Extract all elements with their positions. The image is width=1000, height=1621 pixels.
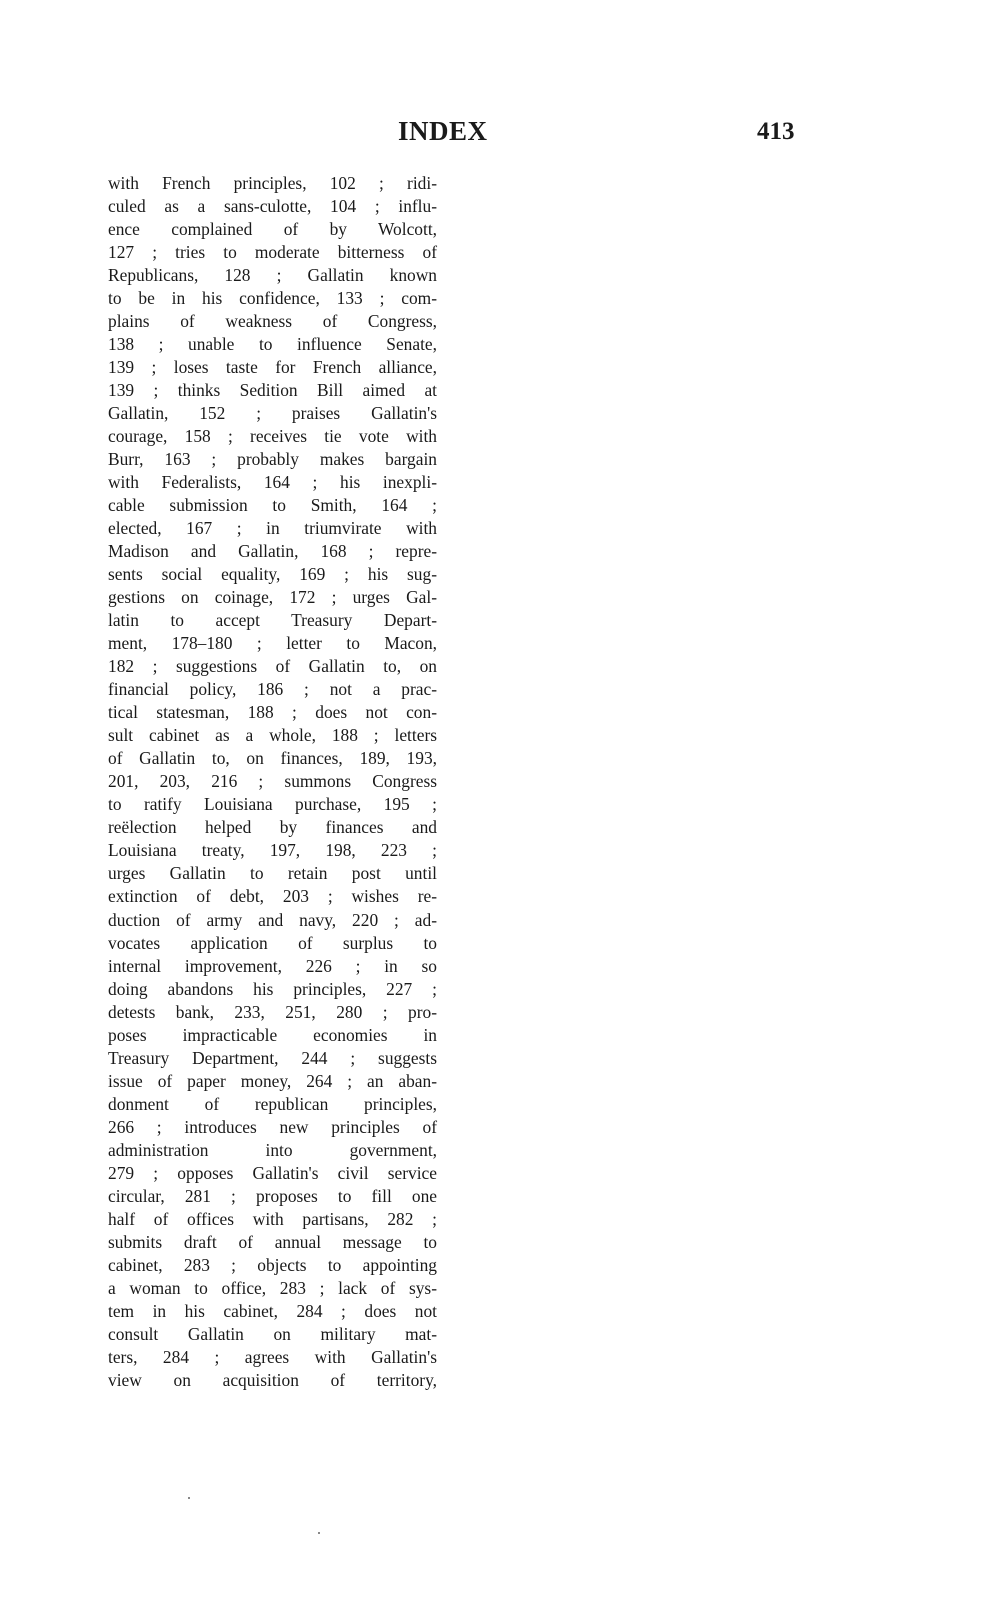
index-line-text: detests bank, 233, 251, 280 ; pro- — [108, 1001, 437, 1022]
index-line-text: 139 ; thinks Sedition Bill aimed at — [108, 380, 437, 401]
index-line — [108, 172, 437, 195]
index-line — [108, 1346, 437, 1369]
page-number: 413 — [757, 118, 795, 145]
index-line — [108, 909, 437, 932]
index-line-text: cable submission to Smith, 164 ; — [108, 495, 437, 516]
page-title: INDEX — [398, 116, 488, 146]
index-line — [108, 1323, 437, 1346]
index-line-text: Gallatin, 152 ; praises Gallatin's — [108, 403, 437, 424]
index-line — [108, 1116, 437, 1139]
index-line — [108, 932, 437, 955]
index-line-text: to ratify Louisiana purchase, 195 ; — [108, 794, 437, 815]
index-line — [108, 1070, 437, 1093]
index-line-text: ters, 284 ; agrees with Gallatin's — [108, 1346, 437, 1367]
index-line — [108, 402, 437, 425]
index-line — [108, 287, 437, 310]
index-line-text: with Federalists, 164 ; his inexpli- — [108, 472, 437, 493]
index-line — [108, 310, 437, 333]
index-line — [108, 770, 437, 793]
index-line — [108, 1047, 437, 1070]
index-line-text: extinction of debt, 203 ; wishes re- — [108, 886, 437, 907]
index-line-text: Treasury Department, 244 ; suggests — [108, 1047, 437, 1068]
index-line-text: half of offices with partisans, 282 ; — [108, 1208, 437, 1229]
index-line-text: to be in his confidence, 133 ; com- — [108, 288, 437, 309]
index-line-text: Louisiana treaty, 197, 198, 223 ; — [108, 840, 437, 861]
index-line-text: poses impracticable economies in — [108, 1024, 437, 1045]
index-line — [108, 609, 437, 632]
index-line — [108, 540, 437, 563]
index-line-text: vocates application of surplus to — [108, 932, 437, 953]
index-line — [108, 701, 437, 724]
index-line-text: Burr, 163 ; probably makes bargain — [108, 449, 437, 470]
index-line-text: reëlection helped by finances and — [108, 817, 437, 838]
index-line-text: consult Gallatin on military mat- — [108, 1323, 437, 1344]
index-line — [108, 1024, 437, 1047]
running-head — [0, 116, 1000, 150]
index-line-text: Republicans, 128 ; Gallatin known — [108, 265, 437, 286]
index-line-text: gestions on coinage, 172 ; urges Gal- — [108, 587, 437, 608]
index-line-text: Madison and Gallatin, 168 ; repre- — [108, 541, 437, 562]
index-line — [108, 816, 437, 839]
index-line — [108, 471, 437, 494]
index-line-text: 201, 203, 216 ; summons Congress — [108, 771, 437, 792]
index-line — [108, 586, 437, 609]
index-line — [108, 218, 437, 241]
index-line — [108, 517, 437, 540]
index-line-text: a woman to office, 283 ; lack of sys- — [108, 1277, 437, 1298]
index-line — [108, 724, 437, 747]
index-line — [108, 1208, 437, 1231]
index-line — [108, 978, 437, 1001]
index-line-text: donment of republican principles, — [108, 1093, 437, 1114]
index-line-text: duction of army and navy, 220 ; ad- — [108, 909, 437, 930]
index-line — [108, 1300, 437, 1323]
index-line — [108, 678, 437, 701]
index-line-text: 138 ; unable to influence Senate, — [108, 334, 437, 355]
index-line-text: cabinet, 283 ; objects to appointing — [108, 1254, 437, 1275]
index-line — [108, 425, 437, 448]
index-line-text: sents social equality, 169 ; his sug- — [108, 564, 437, 585]
index-line — [108, 1162, 437, 1185]
index-line — [108, 1185, 437, 1208]
index-line-text: circular, 281 ; proposes to fill one — [108, 1185, 437, 1206]
index-line-text: ence complained of by Wolcott, — [108, 219, 437, 240]
index-line-text: tem in his cabinet, 284 ; does not — [108, 1300, 437, 1321]
index-line-text: 139 ; loses taste for French alliance, — [108, 357, 437, 378]
index-line — [108, 632, 437, 655]
index-line — [108, 1254, 437, 1277]
index-line — [108, 793, 437, 816]
index-line — [108, 264, 437, 287]
index-line — [108, 494, 437, 517]
index-line-text: with French principles, 102 ; ridi- — [108, 173, 437, 193]
index-line-text: 279 ; opposes Gallatin's civil service — [108, 1162, 437, 1183]
index-line — [108, 241, 437, 264]
index-line-text: administration into government, — [108, 1139, 437, 1160]
index-line — [108, 563, 437, 586]
index-line-text: ment, 178–180 ; letter to Macon, — [108, 633, 437, 654]
index-line — [108, 747, 437, 770]
index-line — [108, 955, 437, 978]
index-line-text: 266 ; introduces new principles of — [108, 1116, 437, 1137]
index-line-text: doing abandons his principles, 227 ; — [108, 978, 437, 999]
index-line — [108, 195, 437, 218]
index-line-text: internal improvement, 226 ; in so — [108, 955, 437, 976]
index-line — [108, 1001, 437, 1024]
scan-speck — [188, 1497, 190, 1499]
index-line-text: urges Gallatin to retain post until — [108, 863, 437, 884]
index-line-text: sult cabinet as a whole, 188 ; letters — [108, 725, 437, 746]
index-line — [108, 333, 437, 356]
index-line — [108, 885, 437, 908]
index-line-text: tical statesman, 188 ; does not con- — [108, 702, 437, 723]
index-line — [108, 839, 437, 862]
index-line — [108, 655, 437, 678]
scan-speck — [318, 1532, 320, 1534]
index-line-text: financial policy, 186 ; not a prac- — [108, 679, 437, 700]
index-line-text: submits draft of annual message to — [108, 1231, 437, 1252]
index-line — [108, 1277, 437, 1300]
index-line — [108, 862, 437, 885]
index-line-text: latin to accept Treasury Depart- — [108, 610, 437, 631]
index-line — [108, 1231, 437, 1254]
index-line — [108, 379, 437, 402]
index-line — [108, 448, 437, 471]
index-line — [108, 1093, 437, 1116]
index-line-text: of Gallatin to, on finances, 189, 193, — [108, 748, 437, 769]
index-line-text: courage, 158 ; receives tie vote with — [108, 426, 437, 447]
index-line-text: elected, 167 ; in triumvirate with — [108, 518, 437, 539]
index-entry-column — [108, 172, 437, 1392]
index-line-text: issue of paper money, 264 ; an aban- — [108, 1070, 437, 1091]
index-line-text: view on acquisition of territory, — [108, 1369, 437, 1390]
index-line — [108, 1139, 437, 1162]
index-line-text: 182 ; suggestions of Gallatin to, on — [108, 656, 437, 677]
index-line-text: plains of weakness of Congress, — [108, 311, 437, 332]
index-line-text: culed as a sans-culotte, 104 ; influ- — [108, 196, 437, 217]
index-line — [108, 356, 437, 379]
index-line — [108, 1369, 437, 1392]
index-line-text: 127 ; tries to moderate bitterness of — [108, 242, 437, 263]
